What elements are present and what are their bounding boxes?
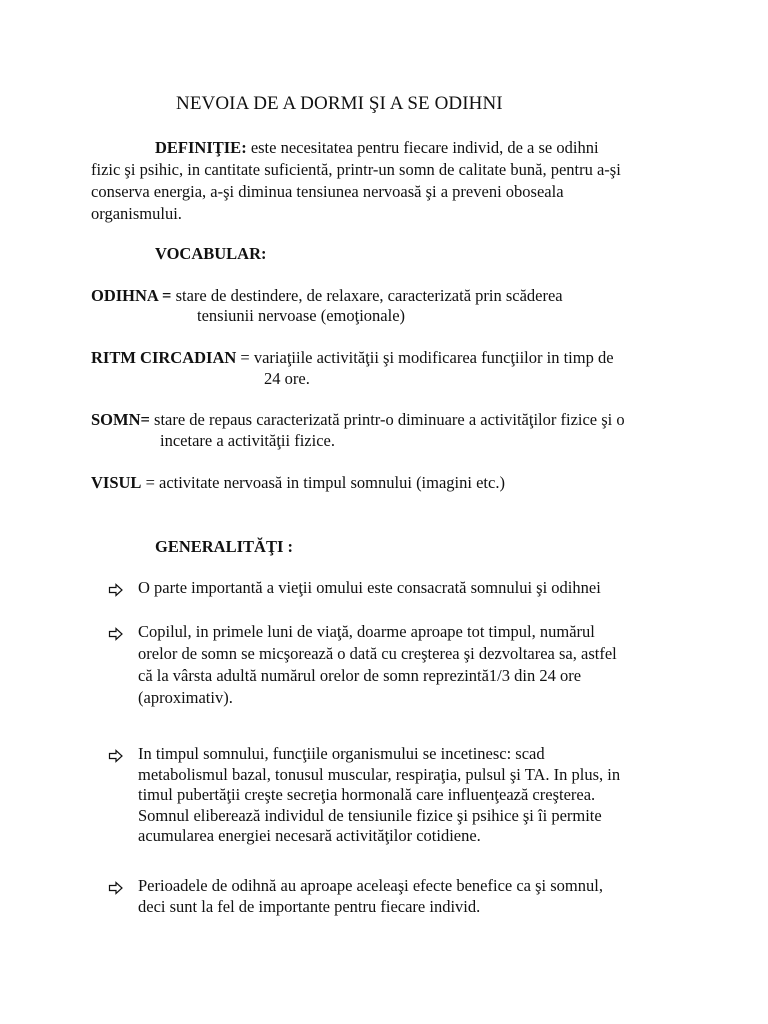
bullet-item	[138, 578, 601, 599]
term-definition-continued: 24 ore.	[264, 369, 310, 388]
bullet-line: metabolismul bazal, tonusul muscular, respiraţia, pulsul şi TA. In plus, in	[138, 764, 621, 784]
definition-label: DEFINIŢIE:	[155, 138, 247, 157]
bullet-line: Perioadele de odihnă au aproape aceleaşi efecte benefice ca şi somnul,	[138, 876, 603, 895]
bullet-line: deci sunt la fel de importante pentru fiecare individ.	[138, 897, 481, 916]
arrow-bullet-icon	[108, 878, 124, 898]
bullet-item	[138, 744, 620, 847]
bullet-line: O parte importantă a vieţii omului este consacrată somnului şi odihnei	[138, 578, 601, 597]
term-ritm-circadian	[91, 348, 614, 369]
generalitati-heading: GENERALITĂŢI :	[155, 537, 293, 556]
arrow-bullet-icon	[108, 624, 124, 644]
term-definition: = variaţiile activităţii şi modificarea funcţiilor in timp de	[236, 348, 614, 367]
term-label: VISUL	[91, 473, 142, 492]
definition-first-line	[155, 138, 599, 159]
bullet-item	[138, 876, 603, 918]
term-somn	[91, 410, 625, 431]
bullet-line: Copilul, in primele luni de viaţă, doarme aproape tot timpul, numărul	[138, 622, 595, 641]
term-label: RITM CIRCADIAN	[91, 348, 237, 367]
bullet-line: că la vârsta adultă numărul orelor de somn reprezintă1/3 din 24 ore	[138, 666, 582, 685]
arrow-bullet-icon	[108, 580, 124, 600]
term-label: SOMN=	[91, 410, 150, 429]
bullet-line: Somnul eliberează individul de tensiunile fizice şi psihice şi îi permite	[138, 805, 602, 825]
vocabular-heading: VOCABULAR:	[155, 244, 267, 263]
term-visul	[91, 473, 505, 494]
term-definition: = activitate nervoasă in timpul somnului (imagini etc.)	[141, 473, 505, 492]
page-title: NEVOIA DE A DORMI ŞI A SE ODIHNI	[176, 93, 503, 114]
definition-text-line-2: fizic şi psihic, in cantitate suficientă, printr-un somn de calitate bună, pentru a-şi	[91, 160, 621, 179]
term-definition: stare de destindere, de relaxare, caracterizată prin scăderea	[171, 286, 563, 305]
definition-text-line-3: conserva energia, a-şi diminua tensiunea nervoasă şi a preveni oboseala	[91, 182, 564, 201]
bullet-line: In timpul somnului, funcţiile organismului se incetinesc: scad	[138, 744, 545, 763]
term-label: ODIHNA =	[91, 286, 172, 305]
bullet-line: (aproximativ).	[138, 688, 233, 707]
bullet-item	[138, 622, 617, 710]
arrow-bullet-icon	[108, 746, 124, 766]
term-odihna	[91, 286, 563, 307]
definition-text-line-4: organismului.	[91, 204, 182, 223]
definition-text-line-1: este necesitatea pentru fiecare individ, de a se odihni	[246, 138, 599, 157]
term-definition-continued: tensiunii nervoase (emoţionale)	[197, 306, 406, 325]
bullet-line: acumularea energiei necesară activităţilor cotidiene.	[138, 826, 481, 845]
term-definition: stare de repaus caracterizată printr-o diminuare a activităţilor fizice şi o	[149, 410, 625, 429]
bullet-line: orelor de somn se micşorează o dată cu creşterea şi dezvoltarea sa, astfel	[138, 644, 617, 663]
bullet-line: timul pubertăţii creşte secreţia hormonală care influenţează creşterea.	[138, 785, 596, 804]
term-definition-continued: incetare a activităţii fizice.	[160, 431, 335, 450]
